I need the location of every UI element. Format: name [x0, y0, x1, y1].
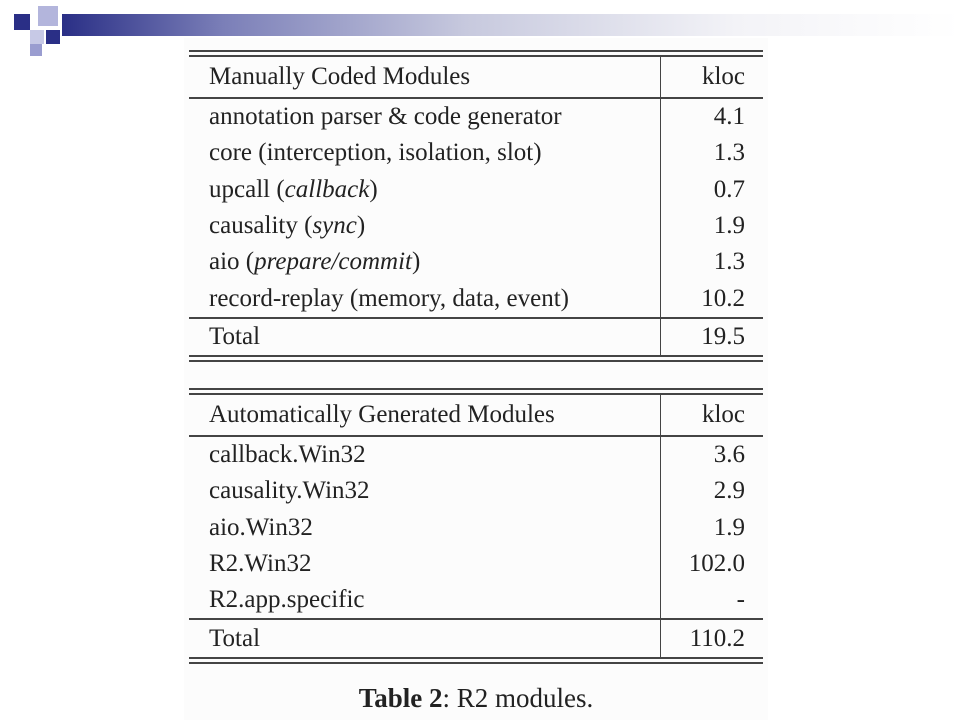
module-name [189, 212, 660, 240]
total-label: Total [209, 624, 261, 652]
table-caption [184, 683, 768, 714]
kloc-value: 1.9 [660, 510, 763, 546]
bottom-double-rule [189, 355, 763, 357]
kloc-value: 1.3 [660, 135, 763, 171]
module-name: R2.app.specific [209, 586, 365, 614]
top-double-rule [189, 50, 763, 52]
module-name-text: ) [369, 175, 378, 203]
module-name: R2.Win32 [209, 550, 312, 578]
table-row [189, 510, 763, 546]
bottom-double-rule-2 [189, 662, 763, 664]
title-gradient-bar [62, 14, 960, 36]
table-row [189, 208, 763, 244]
total-value: 110.2 [660, 620, 763, 656]
decor-square-navy-2 [46, 30, 60, 44]
module-name-italic: callback [284, 175, 370, 203]
kloc-value: - [660, 582, 763, 618]
decor-square-lavender-1 [38, 6, 58, 26]
table-header-row [189, 395, 763, 435]
table-figure [184, 38, 768, 720]
kloc-value: 0.7 [660, 172, 763, 208]
header-kloc: kloc [660, 395, 763, 435]
header-kloc: kloc [660, 57, 763, 97]
module-name-text: aio ( [209, 248, 255, 276]
total-row [189, 620, 763, 656]
module-name [189, 139, 660, 167]
kloc-value: 3.6 [660, 437, 763, 473]
kloc-value: 1.9 [660, 208, 763, 244]
table-header-row [189, 57, 763, 97]
table-row [189, 135, 763, 171]
table-row [189, 280, 763, 316]
bottom-double-rule [189, 657, 763, 659]
module-name-text: ) [356, 212, 366, 240]
decor-square-navy-1 [14, 14, 30, 30]
kloc-value: 4.1 [660, 99, 763, 135]
table-row [189, 437, 763, 473]
module-name [189, 176, 660, 204]
caption-text: : R2 modules. [442, 683, 594, 713]
table-row [189, 172, 763, 208]
kloc-value: 2.9 [660, 473, 763, 509]
table-row [189, 582, 763, 618]
table-row [189, 546, 763, 582]
module-name-text: core (interception, isolation, slot) [209, 139, 542, 167]
total-row [189, 319, 763, 355]
manual-modules-table [189, 50, 763, 362]
kloc-value: 1.3 [660, 244, 763, 280]
total-value: 19.5 [660, 319, 763, 355]
module-name-italic: prepare/commit [254, 248, 412, 276]
module-name: record-replay (memory, data, event) [209, 284, 569, 312]
decor-square-lavender-3 [30, 44, 42, 56]
kloc-value: 10.2 [660, 280, 763, 316]
module-name-text: ) [411, 248, 421, 276]
caption-label: Table 2 [358, 683, 443, 713]
total-label: Total [209, 322, 261, 350]
decor-square-lavender-2 [30, 30, 44, 44]
module-name: callback.Win32 [209, 441, 366, 469]
table-row [189, 244, 763, 280]
module-name-text: upcall ( [209, 175, 285, 203]
module-name: aio.Win32 [209, 513, 313, 541]
generated-modules-table [189, 388, 763, 664]
bottom-double-rule-2 [189, 360, 763, 362]
module-name [189, 248, 660, 276]
table-row [189, 473, 763, 509]
kloc-value: 102.0 [660, 546, 763, 582]
table-row [189, 99, 763, 135]
module-name-italic: sync [312, 212, 357, 240]
top-double-rule [189, 388, 763, 390]
module-name: annotation parser & code generator [209, 103, 562, 131]
header-modules: Manually Coded Modules [209, 63, 471, 90]
module-name-text: causality ( [209, 212, 313, 240]
header-modules: Automatically Generated Modules [209, 401, 555, 428]
module-name: causality.Win32 [209, 477, 370, 505]
